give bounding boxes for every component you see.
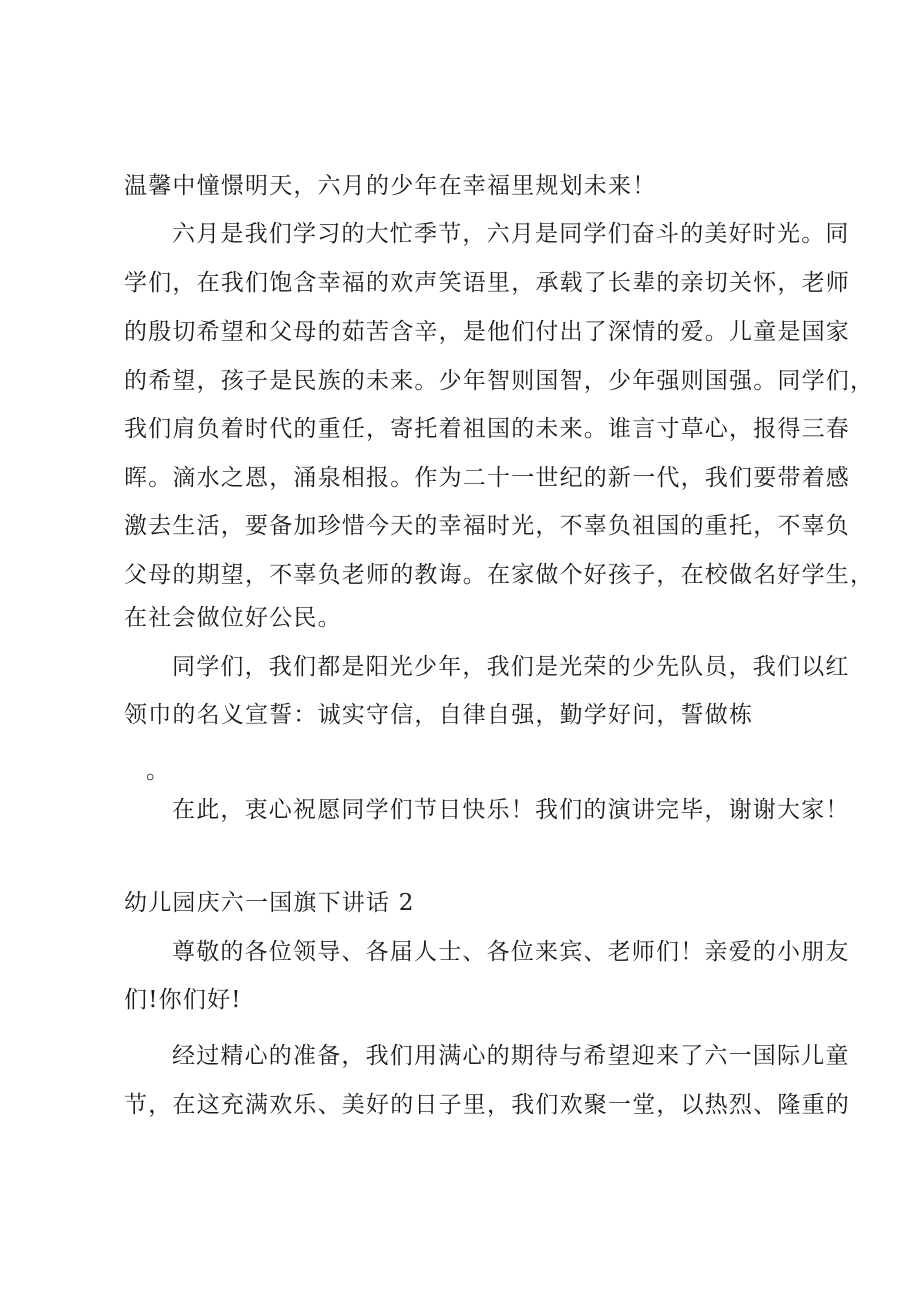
text-line: 们!你们好!	[124, 987, 242, 1013]
text-line: 领巾的名义宣誓：诚实守信，自律自强，勤学好问，誓做栋	[124, 702, 754, 728]
paragraph-start-line: 六月是我们学习的大忙季节，六月是同学们奋斗的美好时光。同	[172, 221, 850, 247]
closing-line: 在此，衷心祝愿同学们节日快乐！我们的演讲完毕，谢谢大家！	[172, 797, 850, 823]
text-line: 节，在这充满欢乐、美好的日子里，我们欢聚一堂，以热烈、隆重的	[124, 1092, 850, 1118]
text-line: 我们肩负着时代的重任，寄托着祖国的未来。谁言寸草心，报得三春	[124, 416, 850, 442]
text-line: 的希望，孩子是民族的未来。少年智则国智，少年强则国强。同学们，	[124, 368, 875, 394]
text-line: 激去生活，要备加珍惜今天的幸福时光，不辜负祖国的重托，不辜负	[124, 513, 850, 539]
stray-period-line: 。	[146, 758, 171, 784]
text-line: 晖。滴水之恩，涌泉相报。作为二十一世纪的新一代，我们要带着感	[124, 465, 850, 491]
salutation-line: 尊敬的各位领导、各届人士、各位来宾、老师们！亲爱的小朋友	[172, 939, 850, 965]
paragraph-start-line: 同学们，我们都是阳光少年，我们是光荣的少先队员，我们以红	[172, 654, 850, 680]
paragraph-start-line: 经过精心的准备，我们用满心的期待与希望迎来了六一国际儿童	[172, 1043, 850, 1069]
text-line: 父母的期望，不辜负老师的教诲。在家做个好孩子，在校做名好学生，	[124, 562, 875, 588]
text-line: 温馨中憧憬明天，六月的少年在幸福里规划未来！	[124, 173, 657, 199]
text-line: 在社会做位好公民。	[124, 605, 342, 631]
text-line: 学们，在我们饱含幸福的欢声笑语里，承载了长辈的亲切关怀，老师	[124, 270, 850, 296]
section-title: 幼儿园庆六一国旗下讲话 2	[124, 890, 415, 916]
text-line: 的殷切希望和父母的茹苦含辛，是他们付出了深情的爱。儿童是国家	[124, 319, 850, 345]
